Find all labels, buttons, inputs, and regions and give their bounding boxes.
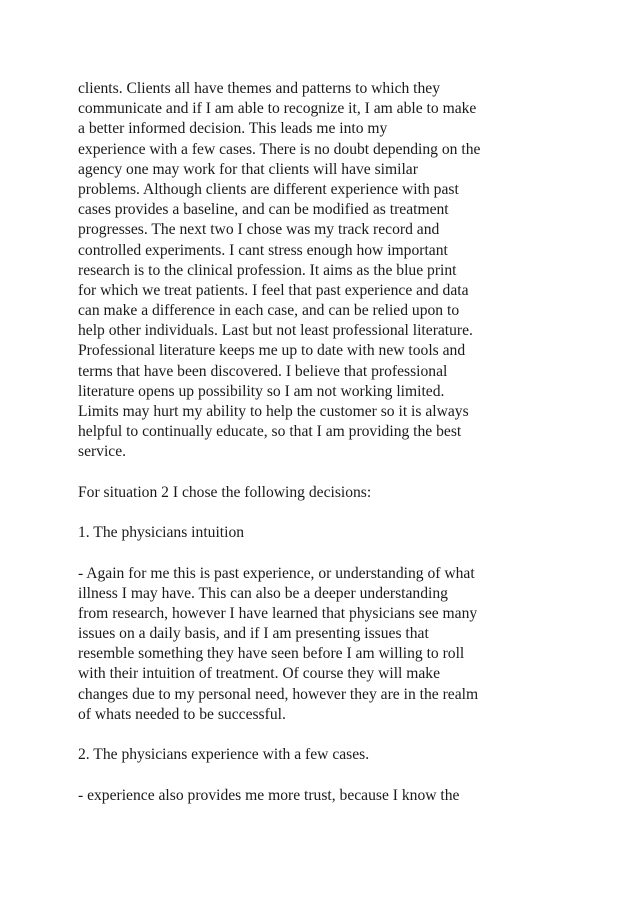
- item-2-body: [78, 786, 568, 806]
- text-line: a better informed decision. This leads me into my: [78, 120, 388, 138]
- item-1-heading: 1. The physicians intuition: [78, 524, 245, 542]
- paragraph-spacer: [78, 503, 568, 523]
- text-line: issues on a daily basis, and if I am presenting issues that: [78, 625, 429, 643]
- paragraph-1: [78, 79, 568, 463]
- item-2-heading: 2. The physicians experience with a few cases.: [78, 746, 370, 764]
- text-line: changes due to my personal need, however they are in the realm: [78, 685, 479, 703]
- text-line: clients. Clients all have themes and patterns to which they: [78, 80, 441, 97]
- text-line: from research, however I have learned that physicians see many: [78, 604, 478, 622]
- text-line: service.: [78, 443, 127, 461]
- text-line: resemble something they have seen before I am willing to roll: [78, 645, 465, 663]
- text-line: agency one may work for that clients will have similar: [78, 160, 418, 178]
- text-line: for which we treat patients. I feel that past experience and data: [78, 281, 469, 299]
- text-line: helpful to continually educate, so that I am providing the best: [78, 423, 462, 441]
- text-line: cases provides a baseline, and can be modified as treatment: [78, 201, 449, 219]
- item-1-body: [78, 564, 568, 726]
- paragraph-spacer: [78, 725, 568, 745]
- text-line: - Again for me this is past experience, or understanding of what: [78, 564, 475, 582]
- text-line: illness I may have. This can also be a deeper understanding: [78, 584, 448, 602]
- text-line: research is to the clinical profession. It aims as the blue print: [78, 261, 457, 279]
- text-line: Limits may hurt my ability to help the customer so it is always: [78, 403, 469, 420]
- paragraph-spacer: [78, 543, 568, 563]
- text-line: literature opens up possibility so I am not working limited.: [78, 382, 445, 400]
- paragraph-spacer: [78, 765, 568, 785]
- paragraph-spacer: [78, 463, 568, 483]
- text-line: terms that have been discovered. I believe that professional: [78, 362, 448, 380]
- text-line: controlled experiments. I cant stress enough how important: [78, 241, 448, 259]
- text-line: communicate and if I am able to recognize it, I am able to make: [78, 100, 477, 118]
- text-line: progresses. The next two I chose was my track record and: [78, 221, 440, 239]
- text-line: with their intuition of treatment. Of course they will make: [78, 665, 441, 683]
- text-line: problems. Although clients are different experience with past: [78, 180, 459, 198]
- document-text: [78, 79, 568, 806]
- text-line: of whats needed to be successful.: [78, 705, 286, 723]
- text-line: can make a difference in each case, and can be relied upon to: [78, 302, 460, 320]
- text-line: Professional literature keeps me up to date with new tools and: [78, 342, 466, 360]
- text-line: help other individuals. Last but not least professional literature.: [78, 322, 473, 340]
- text-line: experience with a few cases. There is no doubt depending on the: [78, 140, 481, 158]
- situation-intro: For situation 2 I chose the following decisions:: [78, 483, 372, 501]
- text-line: - experience also provides me more trust, because I know the: [78, 786, 460, 804]
